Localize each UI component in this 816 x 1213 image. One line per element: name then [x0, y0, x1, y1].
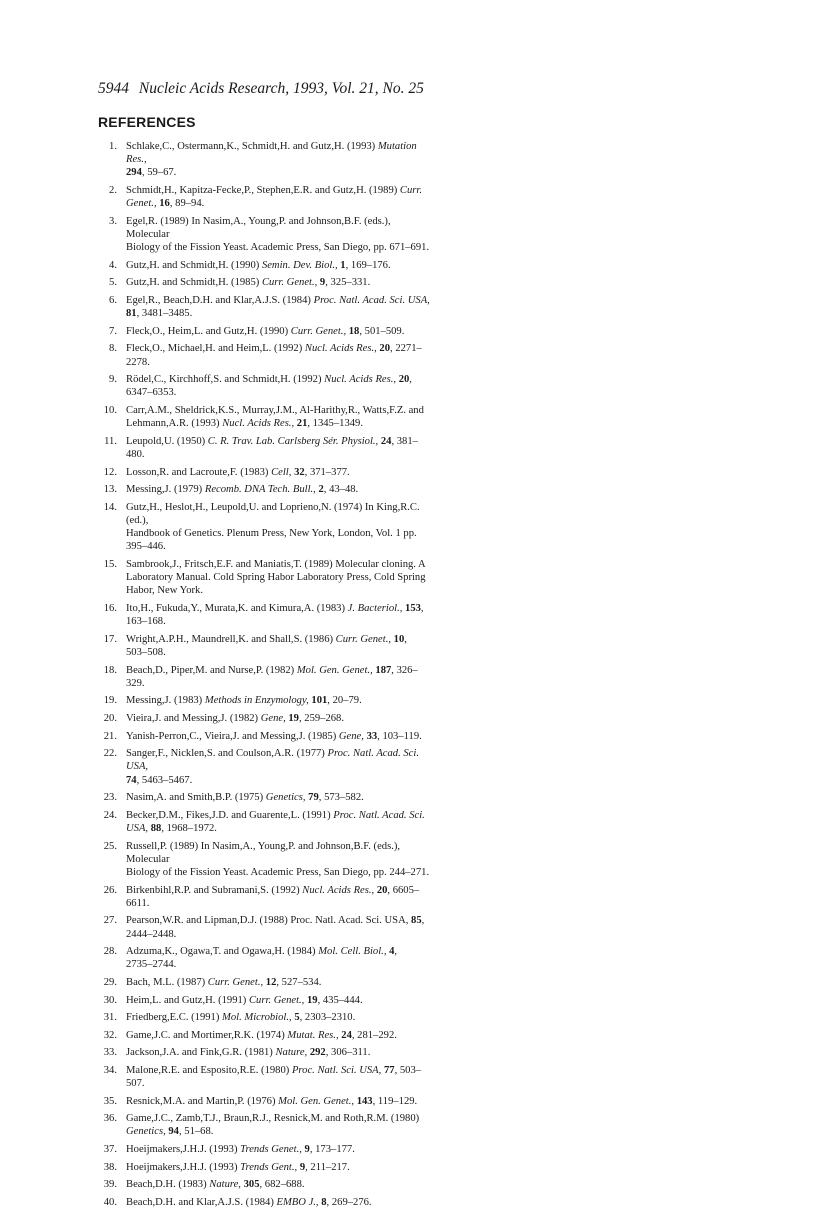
reference-text — [119, 1011, 430, 1024]
journal-name: Curr. Genet., — [290, 325, 347, 337]
reference-number: 31. — [103, 1012, 117, 1024]
reference-item — [98, 712, 430, 725]
reference-number: 25. — [103, 840, 117, 852]
reference-item — [98, 466, 430, 479]
volume-number: 24 — [380, 435, 392, 447]
journal-name: Mutation Res., — [126, 141, 417, 166]
reference-text — [119, 730, 430, 743]
journal-name: Curr. Genet., — [207, 976, 264, 988]
reference-line: Ito,H., Fukuda,Y., Murata,K. and Kimura,A. (1983) J. Bacteriol., 153, — [126, 602, 424, 614]
journal-name: Proc. Natl. Acad. Sci. USA, — [313, 294, 430, 306]
reference-text — [119, 945, 430, 971]
reference-line: Schmidt,H., Kapitza-Fecke,P., Stephen,E.R. and Gutz,H. (1989) Curr. — [126, 185, 423, 196]
reference-number: 7. — [109, 325, 117, 337]
reference-line: Biology of the Fission Yeast. Academic Press, San Diego, pp. 244–271. — [126, 866, 430, 878]
reference-item — [98, 1196, 430, 1209]
reference-number: 9. — [109, 374, 117, 386]
reference-number: 28. — [103, 946, 117, 958]
volume-number: 79 — [308, 792, 319, 804]
reference-line: Beach,D.H. (1983) Nature, 305, 682–688. — [126, 1179, 305, 1191]
reference-text — [119, 1046, 430, 1059]
journal-name: Semin. Dev. Biol., — [261, 259, 338, 271]
reference-number: 17. — [103, 633, 117, 645]
reference-item — [98, 809, 430, 835]
running-header — [98, 80, 424, 98]
reference-number: 2. — [109, 185, 117, 196]
reference-number: 11. — [104, 435, 117, 447]
journal-name: Curr. Genet., — [335, 633, 391, 645]
reference-text — [119, 276, 430, 289]
reference-item — [98, 184, 430, 210]
reference-item — [98, 215, 430, 255]
reference-line: Heim,L. and Gutz,H. (1991) Curr. Genet., 19, 435–444. — [126, 994, 363, 1006]
reference-line: Becker,D.M., Fikes,J.D. and Guarente,L. (1991) Proc. Natl. Acad. Sci. — [126, 809, 425, 821]
reference-line: Fleck,O., Heim,L. and Gutz,H. (1990) Curr. Genet., 18, 501–509. — [126, 325, 405, 337]
volume-number: 2 — [318, 484, 324, 496]
reference-line: 503–508. — [126, 646, 166, 658]
reference-line: Egel,R. (1989) In Nasim,A., Young,P. and Johnson,B.F. (eds.), Molecular — [126, 215, 391, 240]
reference-line: Sanger,F., Nicklen,S. and Coulson,A.R. (1977) Proc. Natl. Acad. Sci. USA, — [126, 748, 419, 773]
reference-item — [98, 1064, 430, 1090]
reference-line: Malone,R.E. and Esposito,R.E. (1980) Proc. Natl. Sci. USA, 77, 503–507. — [126, 1064, 422, 1090]
journal-name: Mutat. Res., — [287, 1029, 339, 1041]
journal-name: Nature, — [209, 1179, 241, 1191]
reference-line: Wright,A.P.H., Maundrell,K. and Shall,S. (1986) Curr. Genet., 10, — [126, 633, 407, 645]
reference-line: Losson,R. and Lacroute,F. (1983) Cell, 32, 371–377. — [126, 466, 350, 478]
reference-number: 12. — [103, 466, 117, 478]
reference-line: 294, 59–67. — [126, 167, 177, 179]
reference-item — [98, 884, 430, 910]
reference-number: 4. — [109, 259, 117, 271]
reference-number: 10. — [103, 404, 117, 416]
reference-line: Carr,A.M., Sheldrick,K.S., Murray,J.M., Al-Harithy,R., Watts,F.Z. and — [126, 404, 424, 416]
reference-line: Genetics, 94, 51–68. — [126, 1126, 214, 1138]
reference-line: Nasim,A. and Smith,B.P. (1975) Genetics, 79, 573–582. — [126, 792, 364, 804]
journal-name: EMBO J., — [276, 1196, 319, 1208]
reference-item — [98, 1095, 430, 1108]
volume-number: 88 — [150, 822, 162, 834]
reference-text — [119, 1143, 430, 1156]
journal-name: C. R. Trav. Lab. Carlsberg Sér. Physiol., — [207, 435, 379, 447]
reference-text — [119, 602, 430, 628]
reference-number: 33. — [103, 1047, 117, 1059]
journal-name: Nucl. Acids Res., — [324, 374, 397, 386]
volume-number: 19 — [306, 994, 318, 1006]
reference-item — [98, 483, 430, 496]
reference-line: 81, 3481–3485. — [126, 308, 193, 320]
reference-item — [98, 730, 430, 743]
reference-text — [119, 1029, 430, 1042]
reference-list — [98, 140, 430, 1213]
reference-item — [98, 945, 430, 971]
reference-line: Pearson,W.R. and Lipman,D.J. (1988) Proc. Natl. Acad. Sci. USA, 85, — [126, 915, 425, 927]
reference-line: Sambrook,J., Fritsch,E.F. and Maniatis,T. (1989) Molecular cloning. A — [126, 558, 426, 570]
reference-text — [119, 294, 430, 320]
journal-name: Methods in Enzymology, — [204, 695, 309, 707]
reference-item — [98, 501, 430, 554]
reference-text — [119, 884, 430, 910]
volume-number: 8 — [321, 1196, 327, 1208]
journal-name: Nucl. Acids Res., — [304, 343, 377, 355]
reference-item — [98, 373, 430, 399]
reference-text — [119, 1112, 430, 1138]
reference-number: 40. — [103, 1196, 117, 1208]
journal-name: Nature, — [275, 1047, 308, 1059]
reference-text — [119, 1178, 430, 1191]
reference-item — [98, 994, 430, 1007]
reference-item — [98, 1112, 430, 1138]
journal-name: Mol. Microbiol., — [222, 1012, 292, 1024]
volume-number: 77 — [383, 1064, 395, 1076]
reference-text — [119, 501, 430, 554]
journal-name: Mol. Gen. Genet., — [278, 1095, 355, 1107]
reference-number: 30. — [103, 994, 117, 1006]
volume-number: 294 — [126, 167, 142, 179]
volume-number: 5 — [294, 1012, 300, 1024]
reference-text — [119, 373, 430, 399]
reference-number: 24. — [103, 809, 117, 821]
reference-line: Bach, M.L. (1987) Curr. Genet., 12, 527–534. — [126, 976, 322, 988]
volume-number: 9 — [319, 277, 326, 289]
reference-line: Russell,P. (1989) In Nasim,A., Young,P. and Johnson,B.F. (eds.), Molecular — [126, 840, 401, 865]
volume-number: 20 — [379, 343, 391, 355]
volume-number: 33 — [366, 730, 378, 742]
reference-line: Rödel,C., Kirchhoff,S. and Schmidt,H. (1992) Nucl. Acids Res., 20, — [126, 374, 412, 386]
journal-name: J. Bacteriol., — [347, 602, 403, 614]
reference-item — [98, 259, 430, 272]
journal-name: Curr. Genet., — [261, 277, 318, 289]
reference-line: 2735–2744. — [126, 959, 177, 971]
reference-text — [119, 976, 430, 989]
reference-text — [119, 712, 430, 725]
reference-text — [119, 809, 430, 835]
reference-item — [98, 1046, 430, 1059]
journal-name: Proc. Natl. Sci. USA, — [291, 1064, 382, 1076]
reference-number: 5. — [109, 277, 117, 289]
volume-number: 85 — [411, 915, 422, 927]
reference-item — [98, 976, 430, 989]
volume-number: 12 — [265, 976, 277, 988]
reference-number: 32. — [103, 1029, 117, 1041]
reference-line: Adzuma,K., Ogawa,T. and Ogawa,H. (1984) Mol. Cell. Biol., 4, — [126, 946, 398, 958]
reference-number: 20. — [103, 712, 117, 724]
reference-line: Jackson,J.A. and Fink,G.R. (1981) Nature, 292, 306–311. — [126, 1047, 371, 1059]
reference-text — [119, 184, 430, 210]
reference-line: Beach,D.H. and Klar,A.J.S. (1984) EMBO J., 8, 269–276. — [126, 1196, 372, 1208]
journal-name: Genetics, — [126, 1126, 166, 1138]
reference-item — [98, 404, 430, 430]
reference-line: Egel,R., Beach,D.H. and Klar,A.J.S. (1984) Proc. Natl. Acad. Sci. USA, — [126, 294, 430, 306]
reference-item — [98, 747, 430, 787]
journal-name: Curr. — [399, 185, 423, 196]
reference-line: Beach,D., Piper,M. and Nurse,P. (1982) Mol. Gen. Genet., 187, 326–329. — [126, 664, 418, 689]
volume-number: 32 — [294, 466, 305, 478]
reference-text — [119, 747, 430, 787]
volume-number: 19 — [288, 712, 299, 724]
reference-line: Biology of the Fission Yeast. Academic Press, San Diego, pp. 671–691. — [126, 242, 430, 254]
volume-number: 74 — [126, 774, 137, 786]
journal-name: Nucl. Acids Res., — [222, 418, 295, 430]
volume-number: 24 — [341, 1029, 352, 1041]
journal-name: Gene, — [338, 730, 364, 742]
reference-text — [119, 466, 430, 479]
reference-item — [98, 1161, 430, 1174]
journal-name: Gene, — [260, 712, 286, 724]
reference-line: Laboratory Manual. Cold Spring Habor Laboratory Press, Cold Spring — [126, 572, 426, 584]
volume-number: 9 — [304, 1144, 310, 1156]
reference-text — [119, 1196, 430, 1209]
reference-line: 74, 5463–5467. — [126, 774, 193, 786]
journal-name: Mol. Cell. Biol., — [318, 946, 387, 958]
reference-item — [98, 633, 430, 659]
reference-number: 14. — [103, 501, 117, 513]
reference-line: Hoeijmakers,J.H.J. (1993) Trends Genet., 9, 173–177. — [126, 1144, 355, 1156]
reference-number: 34. — [103, 1064, 117, 1076]
reference-number: 26. — [103, 884, 117, 896]
reference-line: Handbook of Genetics. Plenum Press, New York, London, Vol. 1 pp. — [126, 528, 417, 540]
volume-number: 94 — [168, 1126, 179, 1138]
reference-number: 21. — [103, 730, 117, 742]
reference-line: Game,J.C., Zamb,T.J., Braun,R.J., Resnick,M. and Roth,R.M. (1980) — [126, 1113, 420, 1125]
reference-text — [119, 914, 430, 940]
reference-number: 38. — [103, 1161, 117, 1173]
reference-line: Gutz,H. and Schmidt,H. (1985) Curr. Genet., 9, 325–331. — [126, 277, 371, 289]
reference-line: Yanish-Perron,C., Vieira,J. and Messing,J. (1985) Gene, 33, 103–119. — [126, 730, 422, 742]
volume-number: 187 — [375, 664, 392, 676]
volume-number: 9 — [299, 1161, 306, 1173]
reference-line: 395–446. — [126, 541, 166, 553]
reference-line: Resnick,M.A. and Martin,P. (1976) Mol. Gen. Genet., 143, 119–129. — [126, 1095, 418, 1107]
reference-number: 8. — [109, 343, 117, 355]
reference-item — [98, 914, 430, 940]
reference-item — [98, 294, 430, 320]
reference-line: Habor, New York. — [126, 585, 203, 597]
reference-item — [98, 435, 430, 461]
volume-number: 20 — [376, 884, 388, 896]
reference-text — [119, 435, 430, 461]
reference-text — [119, 325, 430, 338]
reference-text — [119, 342, 430, 368]
journal-name: Recomb. DNA Tech. Bull., — [204, 484, 316, 496]
reference-text — [119, 404, 430, 430]
reference-text — [119, 633, 430, 659]
volume-number: 153 — [405, 602, 421, 614]
reference-line: 6347–6353. — [126, 387, 177, 399]
reference-text — [119, 1095, 430, 1108]
journal-name: Cell, — [271, 466, 292, 478]
volume-number: 16 — [159, 198, 170, 210]
reference-line: Genet., 16, 89–94. — [126, 198, 205, 210]
reference-number: 3. — [109, 215, 117, 227]
reference-number: 22. — [103, 748, 117, 760]
reference-item — [98, 694, 430, 707]
reference-number: 39. — [103, 1179, 117, 1191]
reference-item — [98, 276, 430, 289]
journal-name: Genet., — [126, 198, 157, 210]
journal-name: Trends Genet., — [240, 1144, 302, 1156]
reference-line: Fleck,O., Michael,H. and Heim,L. (1992) Nucl. Acids Res., 20, 2271–2278. — [126, 343, 422, 368]
reference-number: 35. — [103, 1095, 117, 1107]
reference-text — [119, 483, 430, 496]
reference-number: 27. — [103, 915, 117, 927]
reference-number: 13. — [103, 484, 117, 496]
journal-info: Nucleic Acids Research, 1993, Vol. 21, No. 25 — [138, 80, 424, 97]
reference-line: Friedberg,E.C. (1991) Mol. Microbiol., 5, 2303–2310. — [126, 1012, 356, 1024]
reference-line: Vieira,J. and Messing,J. (1982) Gene, 19, 259–268. — [126, 712, 344, 724]
reference-text — [119, 791, 430, 804]
reference-text — [119, 1064, 430, 1090]
reference-text — [119, 558, 430, 598]
reference-number: 29. — [103, 976, 117, 988]
reference-item — [98, 602, 430, 628]
reference-line: Gutz,H., Heslot,H., Leupold,U. and Loprieno,N. (1974) In King,R.C. (ed.), — [126, 501, 420, 526]
reference-text — [119, 694, 430, 707]
reference-line: Birkenbihl,R.P. and Subramani,S. (1992) Nucl. Acids Res., 20, 6605–6611. — [126, 884, 420, 909]
volume-number: 81 — [126, 308, 137, 320]
reference-item — [98, 1178, 430, 1191]
page-number: 5944 — [98, 80, 129, 97]
reference-item — [98, 1143, 430, 1156]
reference-number: 1. — [109, 141, 117, 152]
journal-name: Genetics, — [265, 792, 306, 804]
volume-number: 4 — [389, 946, 395, 958]
reference-line: Messing,J. (1979) Recomb. DNA Tech. Bull., 2, 43–48. — [126, 484, 359, 496]
reference-number: 36. — [103, 1113, 117, 1125]
reference-text — [119, 1161, 430, 1174]
reference-item — [98, 342, 430, 368]
volume-number: 292 — [309, 1047, 326, 1059]
section-title: REFERENCES — [98, 114, 196, 130]
reference-item — [98, 791, 430, 804]
volume-number: 1 — [340, 259, 346, 271]
reference-line: Leupold,U. (1950) C. R. Trav. Lab. Carlsberg Sér. Physiol., 24, 381–480. — [126, 435, 418, 460]
journal-name: Mol. Gen. Genet., — [296, 664, 373, 676]
reference-item — [98, 325, 430, 338]
journal-name: Proc. Natl. Acad. Sci. — [333, 809, 425, 821]
journal-name: USA, — [126, 822, 149, 834]
reference-line: Game,J.C. and Mortimer,R.K. (1974) Mutat. Res., 24, 281–292. — [126, 1029, 397, 1041]
reference-text — [119, 215, 430, 255]
volume-number: 10 — [393, 633, 405, 645]
reference-text — [119, 840, 430, 880]
journal-name: Nucl. Acids Res., — [302, 884, 375, 896]
reference-number: 15. — [103, 558, 117, 570]
reference-line: Gutz,H. and Schmidt,H. (1990) Semin. Dev. Biol., 1, 169–176. — [126, 259, 391, 271]
reference-text — [119, 140, 430, 180]
reference-line: 163–168. — [126, 616, 166, 628]
reference-number: 23. — [103, 792, 117, 804]
reference-line: Hoeijmakers,J.H.J. (1993) Trends Gent., 9, 211–217. — [126, 1161, 350, 1173]
reference-line: 2444–2448. — [126, 928, 177, 940]
reference-line: Messing,J. (1983) Methods in Enzymology, 101, 20–79. — [126, 695, 362, 707]
reference-text — [119, 259, 430, 272]
reference-item — [98, 664, 430, 690]
journal-name: Proc. Natl. Acad. Sci. USA, — [126, 748, 419, 773]
reference-number: 37. — [103, 1144, 117, 1156]
reference-number: 18. — [103, 664, 117, 676]
reference-item — [98, 558, 430, 598]
reference-item — [98, 1029, 430, 1042]
volume-number: 305 — [243, 1179, 260, 1191]
reference-number: 19. — [103, 695, 117, 707]
volume-number: 21 — [296, 418, 308, 430]
reference-text — [119, 664, 430, 690]
reference-item — [98, 1011, 430, 1024]
reference-number: 16. — [103, 602, 117, 614]
reference-line: USA, 88, 1968–1972. — [126, 822, 217, 834]
reference-text — [119, 994, 430, 1007]
reference-item — [98, 140, 430, 180]
reference-number: 6. — [109, 294, 117, 306]
volume-number: 20 — [398, 374, 410, 386]
reference-line: Schlake,C., Ostermann,K., Schmidt,H. and Gutz,H. (1993) Mutation Res., — [126, 141, 417, 166]
reference-line: Lehmann,A.R. (1993) Nucl. Acids Res., 21, 1345–1349. — [126, 418, 363, 430]
volume-number: 18 — [348, 325, 360, 337]
volume-number: 101 — [311, 695, 328, 707]
journal-name: Trends Gent., — [240, 1161, 298, 1173]
volume-number: 143 — [356, 1095, 373, 1107]
reference-item — [98, 840, 430, 880]
journal-name: Curr. Genet., — [248, 994, 305, 1006]
